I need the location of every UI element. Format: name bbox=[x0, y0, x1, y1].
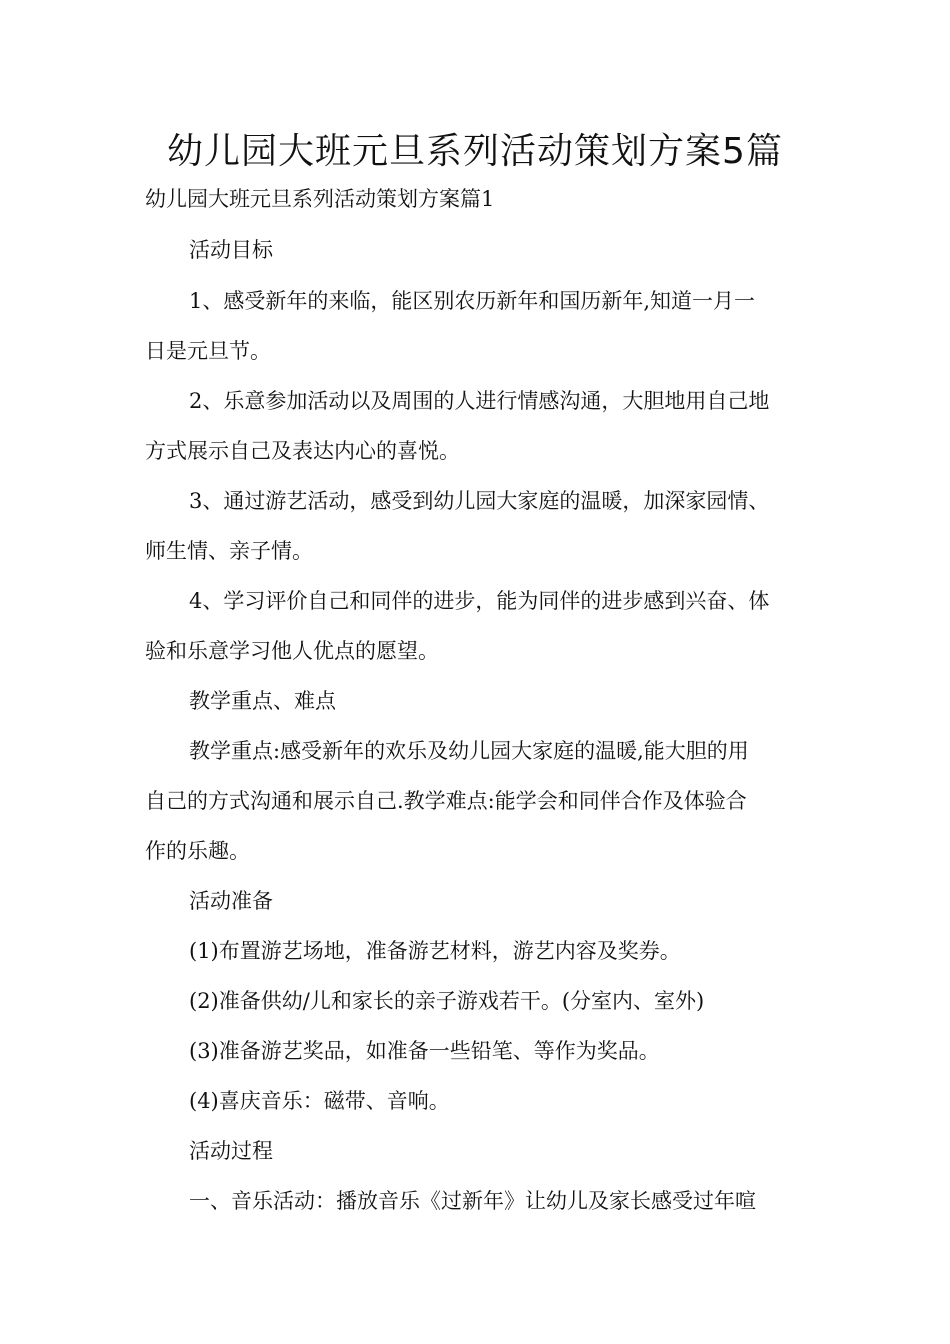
goal-1-line-1: 1、感受新年的来临，能区别农历新年和国历新年,知道一月一 bbox=[189, 289, 756, 313]
goal-3-line-2: 师生情、亲子情。 bbox=[145, 539, 313, 563]
goal-2-line-2: 方式展示自己及表达内心的喜悦。 bbox=[145, 439, 460, 463]
goal-4-line-1: 4、学习评价自己和同伴的进步，能为同伴的进步感到兴奋、体 bbox=[189, 589, 770, 613]
goal-1-line-2: 日是元旦节。 bbox=[145, 339, 271, 363]
heading-teaching-focus: 教学重点、难点 bbox=[189, 689, 336, 713]
teaching-focus-line-3: 作的乐趣。 bbox=[145, 839, 250, 863]
section-subtitle: 幼儿园大班元旦系列活动策划方案篇1 bbox=[145, 187, 495, 211]
document-title: 幼儿园大班元旦系列活动策划方案5篇 bbox=[167, 131, 783, 172]
process-step-1: 一、音乐活动：播放音乐《过新年》让幼儿及家长感受过年喧 bbox=[189, 1189, 756, 1213]
heading-activity-process: 活动过程 bbox=[189, 1139, 273, 1163]
teaching-focus-line-2: 自己的方式沟通和展示自己.教学难点:能学会和同伴合作及体验合 bbox=[145, 789, 747, 813]
prep-item-3: (3)准备游艺奖品，如准备一些铅笔、等作为奖品。 bbox=[189, 1039, 660, 1063]
prep-item-4: (4)喜庆音乐：磁带、音响。 bbox=[189, 1089, 450, 1113]
heading-activity-prep: 活动准备 bbox=[189, 889, 273, 913]
prep-item-1: (1)布置游艺场地，准备游艺材料，游艺内容及奖券。 bbox=[189, 939, 681, 963]
goal-3-line-1: 3、通过游艺活动，感受到幼儿园大家庭的温暖，加深家园情、 bbox=[189, 489, 770, 513]
teaching-focus-line-1: 教学重点:感受新年的欢乐及幼儿园大家庭的温暖,能大胆的用 bbox=[189, 739, 749, 763]
prep-item-2: (2)准备供幼/儿和家长的亲子游戏若干。(分室内、室外) bbox=[189, 989, 705, 1013]
goal-4-line-2: 验和乐意学习他人优点的愿望。 bbox=[145, 639, 439, 663]
heading-activity-goals: 活动目标 bbox=[189, 238, 273, 262]
goal-2-line-1: 2、乐意参加活动以及周围的人进行情感沟通，大胆地用自己地 bbox=[189, 389, 770, 413]
